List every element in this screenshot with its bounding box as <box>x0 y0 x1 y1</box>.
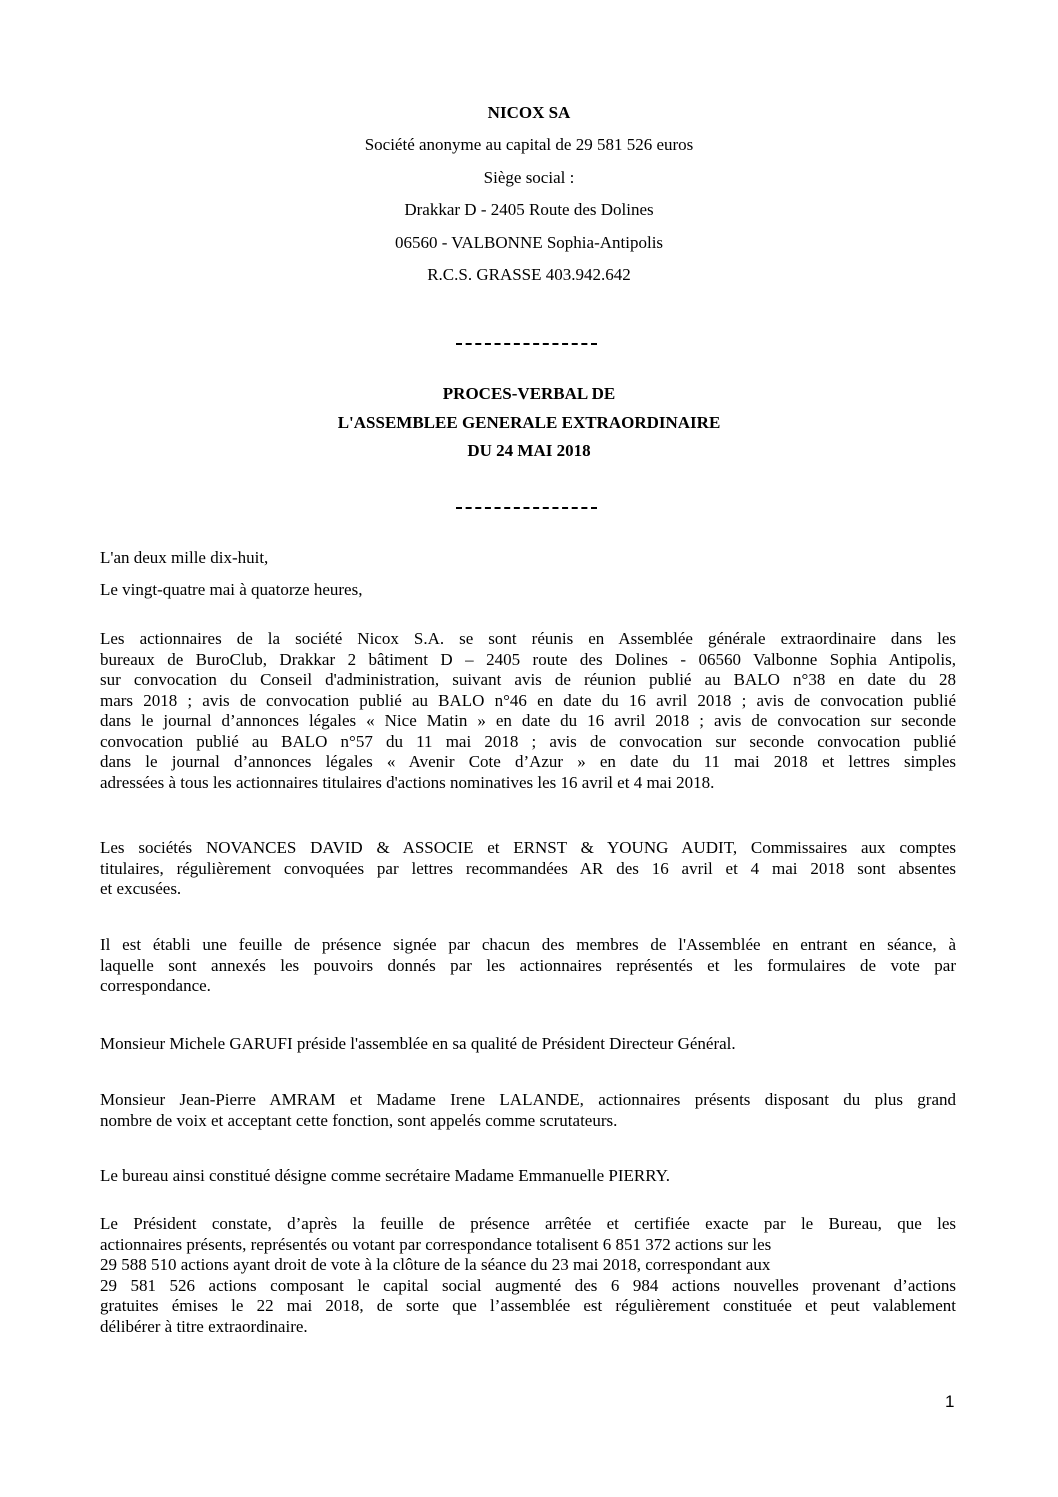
text-line: et excusées. <box>100 879 182 898</box>
company-name: NICOX SA <box>487 103 571 122</box>
title-line-3: DU 24 MAI 2018 <box>467 441 591 460</box>
paragraph-president <box>100 1034 956 1055</box>
paragraph-quorum <box>100 1214 956 1337</box>
text-line: 29 588 510 actions ayant droit de vote à la clôture de la séance du 23 mai 2018, correspondant aux <box>100 1255 771 1274</box>
paragraph-commissaires <box>100 838 956 900</box>
text-line: mars 2018 ; avis de convocation publié au BALO n°46 en date du 16 avril 2018 ; avis de convocation publié <box>100 690 956 710</box>
rcs-number: R.C.S. GRASSE 403.942.642 <box>427 265 631 284</box>
text-line: actionnaires présents, représentés ou votant par correspondance totalisent 6 851 372 actions sur les <box>100 1234 772 1254</box>
text-line: Le Président constate, d’après la feuille de présence arrêtée et certifiée exacte par le Bureau, que les <box>100 1214 956 1233</box>
siege-label: Siège social : <box>483 168 575 187</box>
paragraph-feuille-presence <box>100 935 956 997</box>
paragraph-secretaire <box>100 1166 956 1187</box>
text-line: dans le journal d’annonces légales « Nice Matin » en date du 16 avril 2018 ; avis de convocation sur seconde <box>100 711 956 730</box>
text-line: Monsieur Michele GARUFI préside l'assemblée en sa qualité de Président Directeur Général. <box>100 1034 736 1053</box>
title-line-2: L'ASSEMBLEE GENERALE EXTRAORDINAIRE <box>337 413 721 432</box>
paragraph-convocation <box>100 629 956 793</box>
text-line: Monsieur Jean-Pierre AMRAM et Madame Irene LALANDE, actionnaires présents disposant du plus grand <box>100 1090 956 1109</box>
text-line: nombre de voix et acceptant cette fonction, sont appelés comme scrutateurs. <box>100 1110 618 1130</box>
text-line: sur convocation du Conseil d'administration, suivant avis de réunion publié au BALO n°38 en date du 28 <box>100 670 956 689</box>
text-line: Les sociétés NOVANCES DAVID & ASSOCIE et ERNST & YOUNG AUDIT, Commissaires aux comptes <box>100 838 956 857</box>
opening-line-1: L'an deux mille dix-huit, <box>100 548 269 567</box>
separator-bottom <box>456 507 597 509</box>
title-line-1: PROCES-VERBAL DE <box>442 384 616 403</box>
opening <box>100 548 956 600</box>
text-line: 29 581 526 actions composant le capital social augmenté des 6 984 actions nouvelles provenant d’actions <box>100 1275 956 1295</box>
opening-line-2: Le vingt-quatre mai à quatorze heures, <box>100 579 363 599</box>
paragraph-scrutateurs <box>100 1090 956 1131</box>
text-line: titulaires, régulièrement convoquées par lettres recommandées AR des 16 avril et 4 mai 2018 sont absentes <box>100 858 956 878</box>
text-line: laquelle sont annexés les pouvoirs donnés par les actionnaires représentés et les formulaires de vote par <box>100 955 956 975</box>
text-line: gratuites émises le 22 mai 2018, de sorte que l’assemblée est régulièrement constituée et peut valablement <box>100 1296 956 1315</box>
text-line: bureaux de BuroClub, Drakkar 2 bâtiment D – 2405 route des Dolines - 06560 Valbonne Sophia Antipolis, <box>100 649 956 669</box>
address-line-1: Drakkar D - 2405 Route des Dolines <box>404 200 654 219</box>
text-line: Le bureau ainsi constitué désigne comme secrétaire Madame Emmanuelle PIERRY. <box>100 1166 670 1185</box>
separator-top <box>456 343 597 345</box>
page-number: 1 <box>945 1392 955 1411</box>
address-line-2: 06560 - VALBONNE Sophia-Antipolis <box>394 233 664 252</box>
text-line: Les actionnaires de la société Nicox S.A. se sont réunis en Assemblée générale extraordinaire dans les <box>100 629 956 648</box>
company-capital: Société anonyme au capital de 29 581 526 euros <box>364 135 694 154</box>
text-line: adressées à tous les actionnaires titulaires d'actions nominatives les 16 avril et 4 mai 2018. <box>100 772 715 792</box>
text-line: Il est établi une feuille de présence signée par chacun des membres de l'Assemblée en entrant en séance, à <box>100 935 956 954</box>
text-line: convocation publié au BALO n°57 du 11 mai 2018 ; avis de convocation sur seconde convocation publié <box>100 731 956 751</box>
text-line: délibérer à titre extraordinaire. <box>100 1316 308 1336</box>
text-line: dans le journal d’annonces légales « Avenir Cote d’Azur » en date du 11 mai 2018 et lettres simples <box>100 752 956 771</box>
text-line: correspondance. <box>100 976 211 995</box>
